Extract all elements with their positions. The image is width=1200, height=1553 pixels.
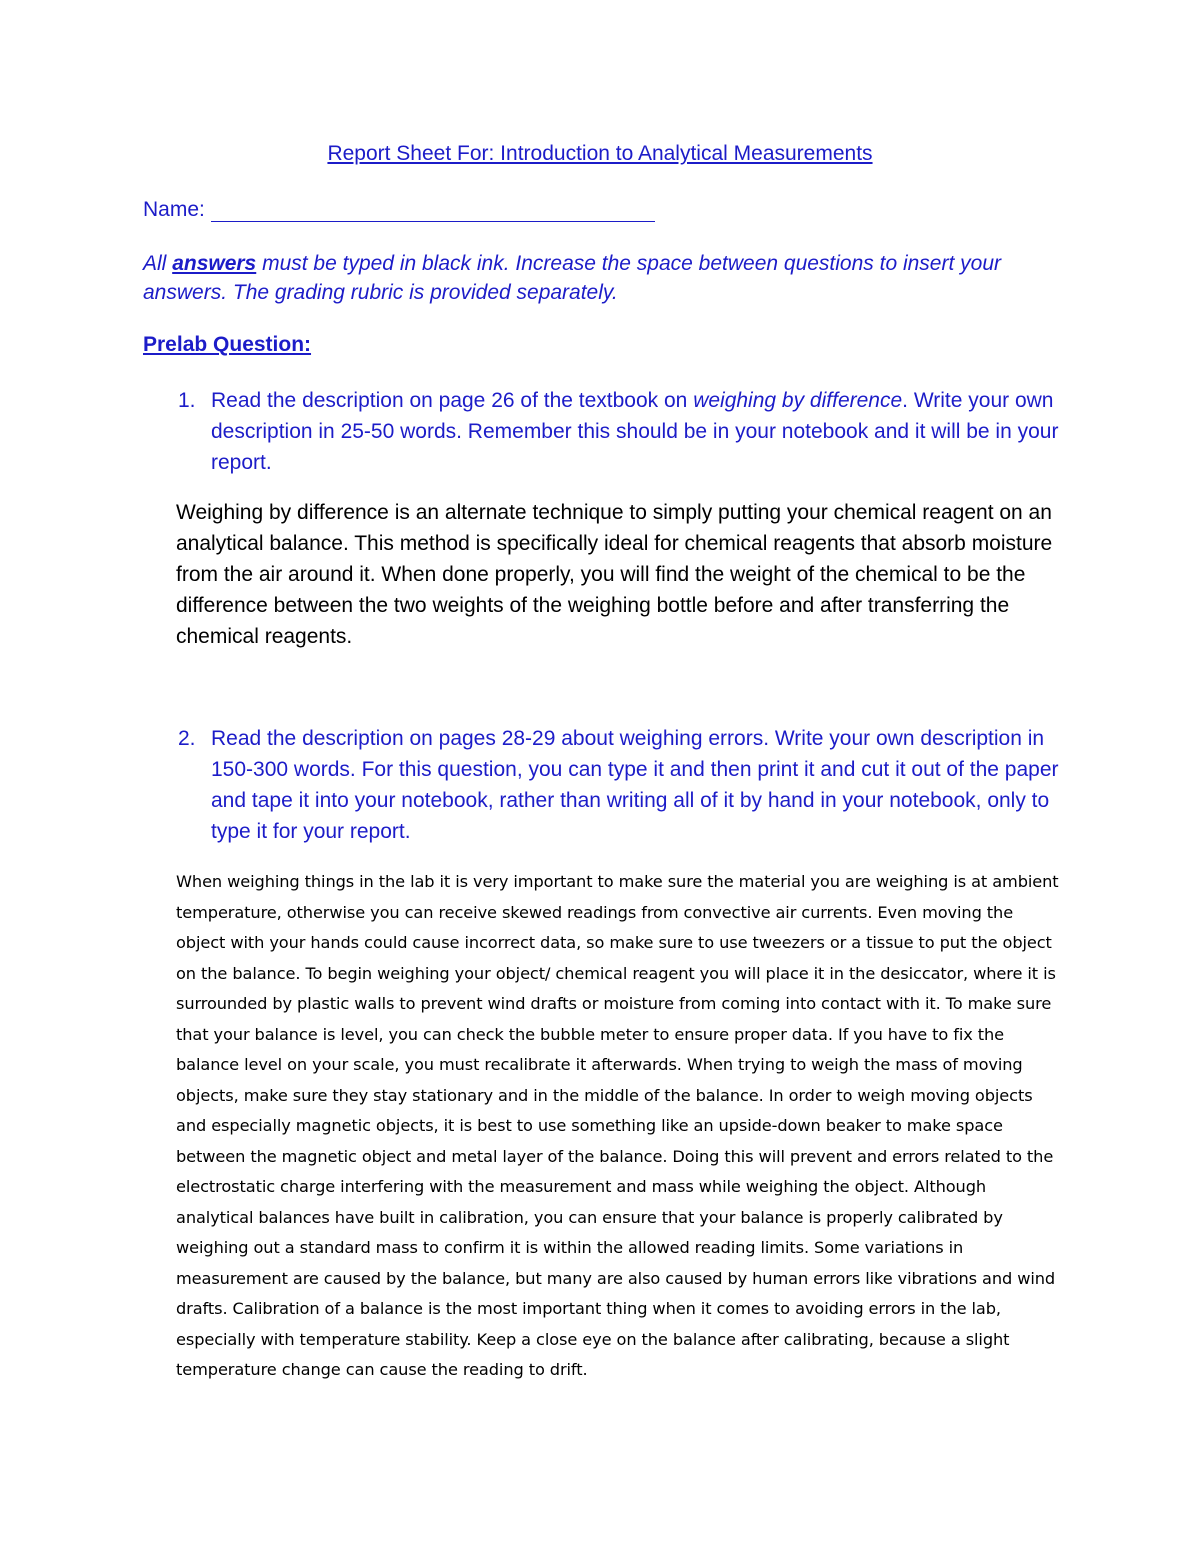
question-1-text-before: Read the description on page 26 of the textbook on	[211, 389, 694, 412]
question-1-text-italic: weighing by difference	[693, 389, 903, 412]
document-title: Report Sheet For: Introduction to Analytical Measurements	[327, 142, 873, 165]
instructions-suffix: must be typed in black ink. Increase the space between questions to insert your answers. The grading rubric is provided separately.	[143, 252, 1002, 304]
name-label: Name:	[143, 198, 205, 221]
question-2	[143, 723, 1063, 847]
question-1	[143, 385, 1063, 478]
answer-2-paragraph: When weighing things in the lab it is very important to make sure the material you are weighing is at ambient temperature, otherwise you can receive skewed readings from convective air currents. Even moving the object with your hands could cause incorrect data, so make sure to use tweezers or a tissue to put the object on the balance. To begin weighing your object/ chemical reagent you will place it in the desiccator, where it is surrounded by plastic walls to prevent wind drafts or moisture from coming into contact with it. To make sure that your balance is level, you can check the bubble meter to ensure proper data. If you have to fix the balance level on your scale, you must recalibrate it afterwards. When trying to weigh the mass of moving objects, make sure they stay stationary and in the middle of the balance. In order to weigh moving objects and especially magnetic objects, it is best to use something like an upside-down beaker to make space between the magnetic object and metal layer of the balance. Doing this will prevent and errors related to the electrostatic charge interfering with the measurement and mass while weighing the object. Although analytical balances have built in calibration, you can ensure that your balance is properly calibrated by weighing out a standard mass to confirm it is within the allowed reading limits. Some variations in measurement are caused by the balance, but many are also caused by human errors like vibrations and wind drafts. Calibration of a balance is the most important thing when it comes to avoiding errors in the lab, especially with temperature stability. Keep a close eye on the balance after calibrating, because a slight temperature change can cause the reading to drift.	[176, 872, 1059, 1379]
question-1-text-after: . Write your own description in 25-50 words. Remember this should be in your notebook and it will be in your report.	[211, 389, 1059, 474]
question-1-number: 1.	[178, 389, 196, 412]
section-heading: Prelab Question:	[143, 333, 312, 356]
name-field-row	[143, 198, 655, 222]
instructions-prefix: All	[143, 252, 173, 275]
name-blank-line	[211, 201, 655, 222]
answer-1-paragraph: Weighing by difference is an alternate technique to simply putting your chemical reagent on an analytical balance. This method is specifically ideal for chemical reagents that absorb moisture from the air around it. When done properly, you will find the weight of the chemical to be the difference between the two weights of the weighing bottle before and after transferring the chemical reagents.	[176, 501, 1053, 648]
question-2-text: Read the description on pages 28-29 about weighing errors. Write your own description in 150-300 words. For this question, you can type it and then print it and cut it out of the paper and tape it into your notebook, rather than writing all of it by hand in your notebook, only to type it for your report.	[211, 727, 1059, 843]
instructions-emphasis: answers	[172, 252, 257, 275]
question-1-text	[211, 385, 1063, 478]
instructions-paragraph	[143, 249, 1073, 307]
question-2-number: 2.	[178, 727, 196, 750]
